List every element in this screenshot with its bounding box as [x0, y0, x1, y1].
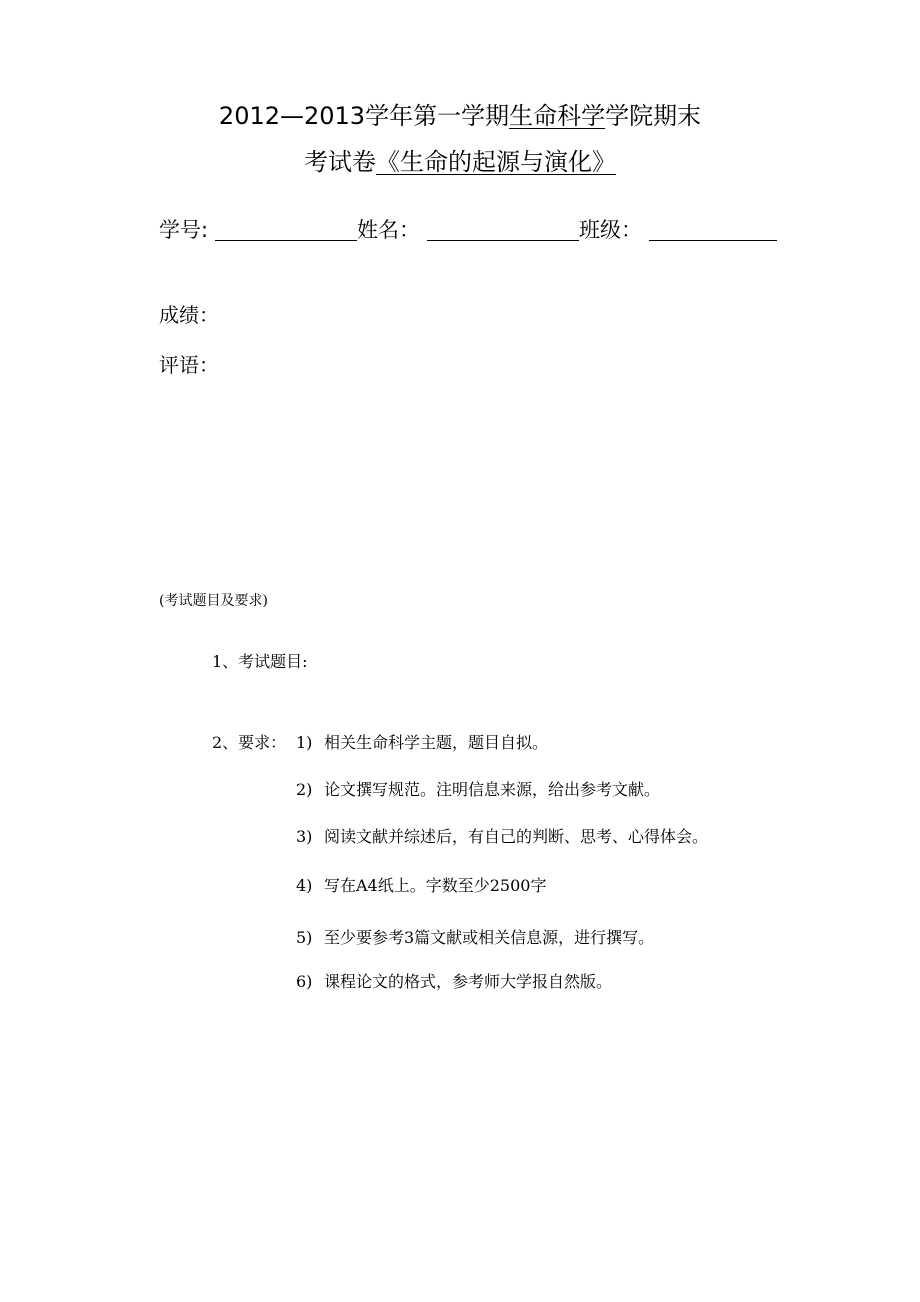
- exam-title-line-1: [0, 100, 920, 132]
- requirement-number: 4): [296, 876, 313, 895]
- title-course-name: 《生命的起源与演化》: [376, 148, 616, 176]
- title-college-underlined: 生命科学: [509, 102, 606, 130]
- requirement-number: 5): [296, 928, 313, 947]
- class-blank[interactable]: [649, 240, 777, 241]
- title-exam-paper: 考试卷: [304, 148, 376, 176]
- requirement-text: 相关生命科学主题，题目自拟。: [324, 733, 549, 752]
- requirement-text: 至少要参考3篇文献或相关信息源，进行撰写。: [324, 928, 655, 947]
- requirement-number: 3): [296, 827, 313, 846]
- requirement-number: 2): [296, 780, 313, 799]
- question-1: 1、考试题目:: [212, 652, 308, 671]
- name-blank[interactable]: [427, 240, 579, 241]
- score-label: 成绩：: [159, 303, 219, 327]
- name-label: 姓名：: [357, 218, 420, 242]
- requirement-text: 写在A4纸上。字数至少2500字: [324, 876, 547, 895]
- requirement-text: 阅读文献并综述后，有自己的判断、思考、心得体会。: [324, 827, 709, 846]
- title-final: 学院期末: [605, 102, 702, 130]
- requirement-number: 6): [296, 972, 313, 991]
- requirements-heading: (考试题目及要求): [159, 593, 268, 609]
- requirement-text: 课程论文的格式，参考师大学报自然版。: [324, 972, 613, 991]
- comment-label: 评语：: [159, 353, 219, 377]
- student-info-row: [159, 216, 779, 246]
- class-label: 班级：: [579, 218, 642, 242]
- title-year-term: 2012—2013学年第一学期: [218, 102, 510, 130]
- question-2-label: 2、要求：: [212, 733, 287, 752]
- student-id-label: 学号:: [159, 218, 209, 242]
- exam-title-line-2: [0, 146, 920, 178]
- requirement-text: 论文撰写规范。注明信息来源，给出参考文献。: [324, 780, 661, 799]
- question-2: [212, 732, 549, 754]
- requirement-number: 1): [296, 733, 313, 752]
- student-id-blank[interactable]: [215, 240, 357, 241]
